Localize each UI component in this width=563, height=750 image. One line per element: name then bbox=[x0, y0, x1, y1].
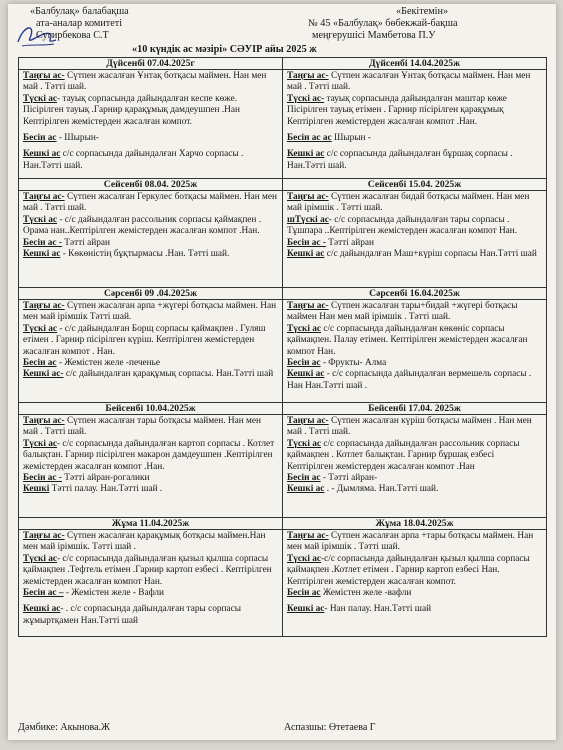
meal-description: Сүтпен жасалған қарақұмық ботқасы маймен.Нан мен май ірімшік. Тәтті шай . bbox=[23, 531, 266, 553]
day-menu-cell bbox=[19, 70, 283, 179]
meal-entry bbox=[287, 94, 542, 128]
day-header: Сейсенбі 15.04. 2025ж bbox=[283, 179, 547, 191]
meal-description: - . с/с сорпасында дайындалған тары сорпасы жұмыртқамен Нан.Тәтті шай bbox=[23, 604, 241, 626]
menu-document bbox=[8, 4, 556, 740]
meal-entry bbox=[287, 531, 542, 554]
meal-description: - с/с дайындалған Борщ сорпасы қаймақпен . Гуляш етімен . Гарнир пісірілген күріш. Кептірілген жемістерден жасалған компот . Нан. bbox=[23, 323, 266, 357]
meal-name: Бесін ас - bbox=[23, 473, 62, 484]
meal-entry bbox=[23, 133, 278, 144]
meal-entry bbox=[23, 192, 278, 215]
day-menu-cell bbox=[19, 415, 283, 518]
day-menu-cell bbox=[19, 300, 283, 403]
meal-name: Кешкі ас bbox=[23, 149, 61, 160]
day-header: Бейсенбі 10.04.2025ж bbox=[19, 403, 283, 415]
meal-name: Түскі ас bbox=[287, 553, 322, 564]
meal-name: Таңғы ас- bbox=[23, 301, 65, 311]
meal-name: Кешкі ас bbox=[287, 369, 325, 380]
meal-name: Бесін ас bbox=[287, 473, 321, 484]
meal-name: Кешкі ас- bbox=[23, 369, 64, 380]
meal-entry bbox=[287, 249, 542, 260]
meal-entry bbox=[23, 249, 278, 260]
meal-description: с/с сорпасында дайындалған бұршақ сорпасы . Нан.Тәтті шай. bbox=[287, 149, 513, 171]
meal-name: Түскі ас bbox=[23, 214, 58, 225]
meal-entry bbox=[23, 301, 278, 324]
meal-entry bbox=[23, 71, 278, 94]
day-menu-cell bbox=[283, 70, 547, 179]
day-menu-cell bbox=[283, 191, 547, 288]
kindergarten-name: «Балбулақ» балабақша bbox=[30, 6, 129, 17]
day-header: Сәрсенбі 16.04.2025ж bbox=[283, 288, 547, 300]
parents-committee: ата-аналар комитеті bbox=[36, 18, 123, 29]
meal-description: Сүтпен жасалған арпа +тары ботқасы маймен. Нан мен май ірімшік . Тәтті шай. bbox=[287, 531, 534, 553]
meal-description: - с/с дайындалған рассольник сорпасы қаймақпен . Орама нан..Кептірілген жемістерден жасалған компот .Нан. bbox=[23, 214, 262, 237]
meal-name: Таңғы ас- bbox=[23, 192, 65, 202]
meal-entry bbox=[23, 324, 278, 358]
cook-signature: Аспазшы: Өтетаева Г bbox=[284, 722, 376, 733]
committee-member: Сугирбекова С.Т bbox=[36, 30, 109, 41]
meal-entry bbox=[23, 358, 278, 369]
day-menu-row bbox=[19, 300, 547, 403]
meal-name: Кешкі ас bbox=[287, 249, 325, 260]
meal-entry bbox=[23, 588, 278, 599]
meal-description: - Нан палау. Нан.Тәтті шай bbox=[324, 604, 432, 615]
meal-entry bbox=[287, 238, 542, 249]
meal-name: Таңғы ас- bbox=[287, 192, 329, 202]
day-menu-row bbox=[19, 530, 547, 637]
meal-entry bbox=[287, 215, 542, 238]
meal-description: Тәтті айран bbox=[61, 237, 110, 248]
meal-description: - Тәтті айран- bbox=[320, 473, 378, 484]
meal-entry bbox=[287, 301, 542, 324]
meal-description: тауық сорпасында дайындалған маштар көже Пісірілген тауық етімен . Гарнир пісірілген қарақұмық Кептірілген жемістерден жасалған компот .Нан. bbox=[287, 93, 507, 127]
meal-description: - Көкөністің бұқтырмасы .Нан. Тәтті шай. bbox=[60, 249, 230, 260]
meal-description: Сүтпен жасалған күріш ботқасы маймен . Нан мен май . Тәтті шай. bbox=[287, 416, 532, 438]
day-menu-row bbox=[19, 191, 547, 288]
menu-table bbox=[18, 57, 547, 637]
meal-entry bbox=[287, 71, 542, 94]
meal-entry bbox=[23, 604, 278, 627]
meal-entry bbox=[287, 473, 542, 484]
meal-name: Бесін ас bbox=[287, 588, 321, 599]
meal-entry bbox=[23, 94, 278, 128]
day-header-row bbox=[19, 403, 547, 415]
meal-description: Тәтті палау. Нан.Тәтті шай . bbox=[49, 484, 163, 495]
meal-name: Таңғы ас- bbox=[23, 71, 65, 81]
meal-description: Сүтпен жасалған тары ботқасы маймен. Нан мен май . Тәтті шай. bbox=[23, 416, 262, 438]
meal-name: Бесін ас - bbox=[287, 237, 326, 248]
meal-name: Кешкі ас bbox=[287, 484, 325, 495]
meal-name: Түскі ас bbox=[287, 323, 322, 334]
meal-name: Бесін ас - bbox=[23, 237, 62, 248]
meal-entry bbox=[23, 473, 278, 484]
meal-description: - с/с сорпасында дайындалған вермешель сорпасы . Нан Нан.Тәтті шай . bbox=[287, 369, 532, 391]
meal-entry bbox=[287, 324, 542, 358]
meal-entry bbox=[287, 149, 542, 172]
day-header-row bbox=[19, 518, 547, 530]
meal-description: -с/с сорпасында дайындалған қызыл қылша сорпасы қаймақпен .Котлет етімен . Гарнир картоп езбесі Нан. Кептірілген жемістерден жасалған компот. bbox=[287, 553, 530, 587]
meal-name: Бесін ас bbox=[23, 358, 57, 369]
meal-description: - Жемістен желе - Вафли bbox=[63, 588, 165, 599]
nurse-signature: Дәмбике: Акынова.Ж bbox=[18, 722, 110, 733]
meal-description: Сүтпен жасалған бидай ботқасы маймен. Нан мен май ірімшік . Тәтті шай. bbox=[287, 192, 530, 214]
meal-description: с/с сорпасында дайындалған рассольник сорпасы қаймақпен . Котлет балықтан. Гарнир бұршақ езбесі Кептірілген жемістерден жасалған компот .Нан bbox=[287, 438, 520, 472]
meal-name: Түскі ас- bbox=[287, 93, 325, 104]
meal-description: - с/с сорпасында дайындалған картоп сорпасы . Котлет балықтан. Гарнир пісірілген макарон дамдеушпен .Кептірілген жемістерден жасалған компот .Нан. bbox=[23, 438, 275, 472]
meal-description: Тәтті айран bbox=[325, 237, 374, 248]
meal-name: Түскі ас bbox=[23, 93, 58, 104]
day-header-row bbox=[19, 179, 547, 191]
day-menu-row bbox=[19, 70, 547, 179]
day-header: Жұма 18.04.2025ж bbox=[283, 518, 547, 530]
meal-description: Сүтпен жасалған Геркулес ботқасы маймен. Нан мен май . Тәтті шай. bbox=[23, 192, 278, 214]
day-header-row bbox=[19, 288, 547, 300]
meal-name: Бесін ас bbox=[287, 358, 321, 369]
day-menu-cell bbox=[19, 530, 283, 637]
day-menu-row bbox=[19, 415, 547, 518]
meal-name: Түскі ас bbox=[23, 438, 58, 449]
meal-name: Түскі ас bbox=[287, 438, 322, 449]
meal-name: шТүскі ас bbox=[287, 214, 329, 225]
meal-description: - Шырын- bbox=[56, 133, 99, 144]
meal-name: Кешкі ас bbox=[23, 249, 61, 260]
meal-description: с/с дайындалған Маш+күріш сорпасы Нан.Тәтті шай bbox=[324, 249, 537, 260]
meal-entry bbox=[23, 531, 278, 554]
meal-description: . - Дымляма. Нан.Тәтті шай. bbox=[324, 484, 439, 495]
meal-name: Таңғы ас- bbox=[287, 416, 329, 426]
meal-name: Таңғы ас- bbox=[287, 301, 329, 311]
institution-name: № 45 «Балбулақ» бөбекжай-бақша bbox=[308, 18, 458, 29]
meal-name: Кешкі ас bbox=[287, 149, 325, 160]
meal-name: Таңғы ас- bbox=[23, 416, 65, 426]
document-title: «10 күндік ас мәзірі» СӘУІР айы 2025 ж bbox=[132, 44, 317, 55]
day-menu-cell bbox=[19, 191, 283, 288]
meal-description: - Фрукты- Алма bbox=[320, 358, 387, 369]
day-header: Сәрсенбі 09 .04.2025ж bbox=[19, 288, 283, 300]
meal-name: Бесін ас – bbox=[23, 588, 64, 599]
meal-name: Бесін ас ас bbox=[287, 133, 332, 144]
approval-label: «Бекітемін» bbox=[396, 6, 449, 17]
day-menu-cell bbox=[283, 530, 547, 637]
meal-description: Тәтті айран-рогалики bbox=[61, 473, 150, 484]
meal-description: - Жемістен желе -печенье bbox=[56, 358, 160, 369]
meal-description: Сүтпен жасалған тары+бидай +жүгері ботқасы маймен Нан мен май ірімшік . Тәтті шай. bbox=[287, 301, 518, 323]
meal-description: Сүтпен жасалған Ұнтақ ботқасы маймен. Нан мен май . Тәтті шай. bbox=[287, 71, 531, 93]
meal-description: Шырын - bbox=[331, 133, 371, 144]
meal-name: Кешкі bbox=[23, 484, 50, 495]
meal-description: Жемістен желе -вафли bbox=[320, 588, 412, 599]
director-name: меңгерушісі Мамбетова П.У bbox=[312, 30, 436, 41]
day-header-row bbox=[19, 58, 547, 70]
meal-entry bbox=[287, 484, 542, 495]
meal-entry bbox=[287, 588, 542, 599]
day-header: Бейсенбі 17.04. 2025ж bbox=[283, 403, 547, 415]
meal-entry bbox=[287, 358, 542, 369]
meal-entry bbox=[23, 439, 278, 473]
meal-entry bbox=[287, 192, 542, 215]
meal-description: с/с дайындалған қарақұмық сорпасы. Нан.Тәтті шай bbox=[63, 369, 274, 380]
meal-entry bbox=[23, 215, 278, 238]
meal-entry bbox=[287, 369, 542, 392]
meal-description: - с/с сорпасында дайындалған тары сорпасы . Тұшпара ..Кептірілген жемістерден жасалған компот Нан. bbox=[287, 214, 518, 237]
meal-entry bbox=[23, 149, 278, 172]
meal-name: Таңғы ас- bbox=[287, 71, 329, 81]
meal-name: Түскі ас bbox=[23, 323, 58, 334]
meal-entry bbox=[23, 484, 278, 495]
meal-name: Таңғы ас- bbox=[23, 531, 65, 541]
day-header: Сейсенбі 08.04. 2025ж bbox=[19, 179, 283, 191]
meal-name: Таңғы ас- bbox=[287, 531, 329, 541]
meal-description: Сүтпен жасалған арпа +жүгері ботқасы маймен. Нан мен май ірімшік Тәтті шай. bbox=[23, 301, 277, 323]
meal-description: с/с сорпасында дайындалған Харчо сорпасы . Нан.Тәтті шай. bbox=[23, 149, 244, 171]
meal-entry bbox=[23, 554, 278, 588]
day-header: Жұма 11.04.2025ж bbox=[19, 518, 283, 530]
meal-entry bbox=[23, 369, 278, 380]
meal-description: - с/с сорпасында дайындалған қызыл қылша сорпасы қаймақпен .Тефтель етімен .Гарнир картоп езбесі . Кептірілген жемістерден жасалған компот Нан. bbox=[23, 553, 272, 587]
meal-description: - тауық сорпасында дайындалған кеспе көже. Пісірілген тауық .Гарнир қарақұмық дамдеушпен .Нан Кептірілген жемістерден жасалған компот. bbox=[23, 93, 240, 127]
day-header: Дүйсенбі 14.04.2025ж bbox=[283, 58, 547, 70]
meal-entry bbox=[23, 238, 278, 249]
meal-entry bbox=[287, 554, 542, 588]
day-header: Дүйсенбі 07.04.2025г bbox=[19, 58, 283, 70]
meal-name: Түскі ас bbox=[23, 553, 58, 564]
meal-entry bbox=[287, 416, 542, 439]
meal-name: Бесін ас bbox=[23, 133, 57, 144]
meal-name: Кешкі ас bbox=[23, 604, 61, 615]
day-menu-cell bbox=[283, 415, 547, 518]
meal-entry bbox=[23, 416, 278, 439]
meal-entry bbox=[287, 604, 542, 615]
meal-description: Сүтпен жасалған Ұнтақ ботқасы маймен. Нан мен май . Тәтті шай. bbox=[23, 71, 267, 93]
day-menu-cell bbox=[283, 300, 547, 403]
meal-entry bbox=[287, 439, 542, 473]
meal-entry bbox=[287, 133, 542, 144]
meal-name: Кешкі ас bbox=[287, 604, 325, 615]
meal-description: с/с сорпасында дайындалған көкөніс сорпасы қаймақпен. Палау етімен. Кептірілген жемістерден жасалған компот Нан. bbox=[287, 323, 528, 357]
